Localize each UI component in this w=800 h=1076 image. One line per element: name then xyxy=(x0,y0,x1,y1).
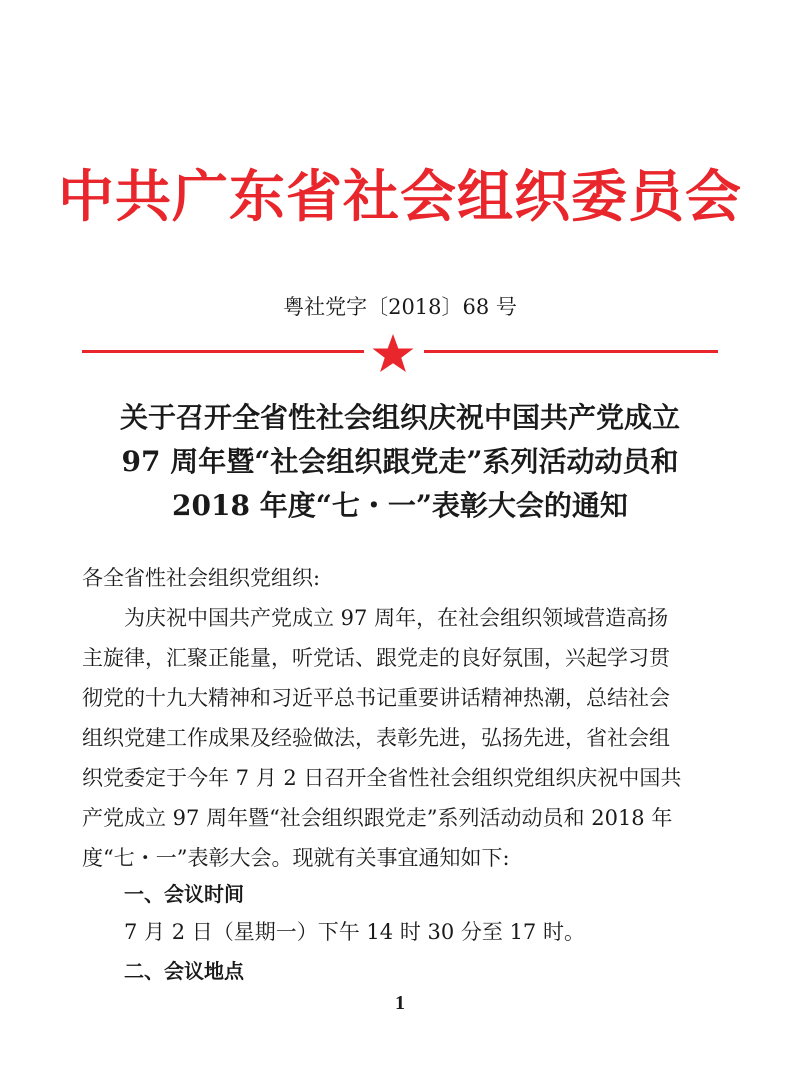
paragraph-line: 组织党建工作成果及经验做法，表彰先进，弘扬先进，省社会组 xyxy=(82,726,670,750)
section-heading-location: 二、会议地点 xyxy=(124,959,244,983)
issuer-header: 中共广东省社会组织委员会 xyxy=(58,165,742,230)
notice-title xyxy=(60,396,740,528)
paragraph-line: 主旋律，汇聚正能量，听党话、跟党走的良好氛围，兴起学习贯 xyxy=(82,646,670,670)
paragraph-line: 为庆祝中国共产党成立 97 周年，在社会组织领域营造高扬 xyxy=(124,606,669,630)
meeting-time-text: 7 月 2 日（星期一）下午 14 时 30 分至 17 时。 xyxy=(124,920,585,944)
red-rule-right xyxy=(424,350,718,353)
salutation: 各全省性社会组织党组织: xyxy=(82,566,321,590)
paragraph-line: 产党成立 97 周年暨“社会组织跟党走”系列活动动员和 2018 年 xyxy=(82,806,673,830)
red-rule-left xyxy=(82,350,364,353)
page-number: 1 xyxy=(395,992,405,1014)
document-number: 粤社党字〔2018〕68 号 xyxy=(283,295,517,319)
title-line: 关于召开全省性社会组织庆祝中国共产党成立 xyxy=(119,401,680,434)
paragraph-line: 织党委定于今年 7 月 2 日召开全省性社会组织党组织庆祝中国共 xyxy=(82,766,682,790)
red-star-icon xyxy=(371,333,415,373)
section-heading-time: 一、会议时间 xyxy=(124,882,244,906)
paragraph-line: 彻党的十九大精神和习近平总书记重要讲话精神热潮，总结社会 xyxy=(82,686,670,710)
paragraph-line: 度“七・一”表彰大会。现就有关事宜通知如下: xyxy=(82,846,510,870)
title-line: 2018 年度“七・一”表彰大会的通知 xyxy=(172,489,628,522)
title-line: 97 周年暨“社会组织跟党走”系列活动动员和 xyxy=(121,445,679,478)
